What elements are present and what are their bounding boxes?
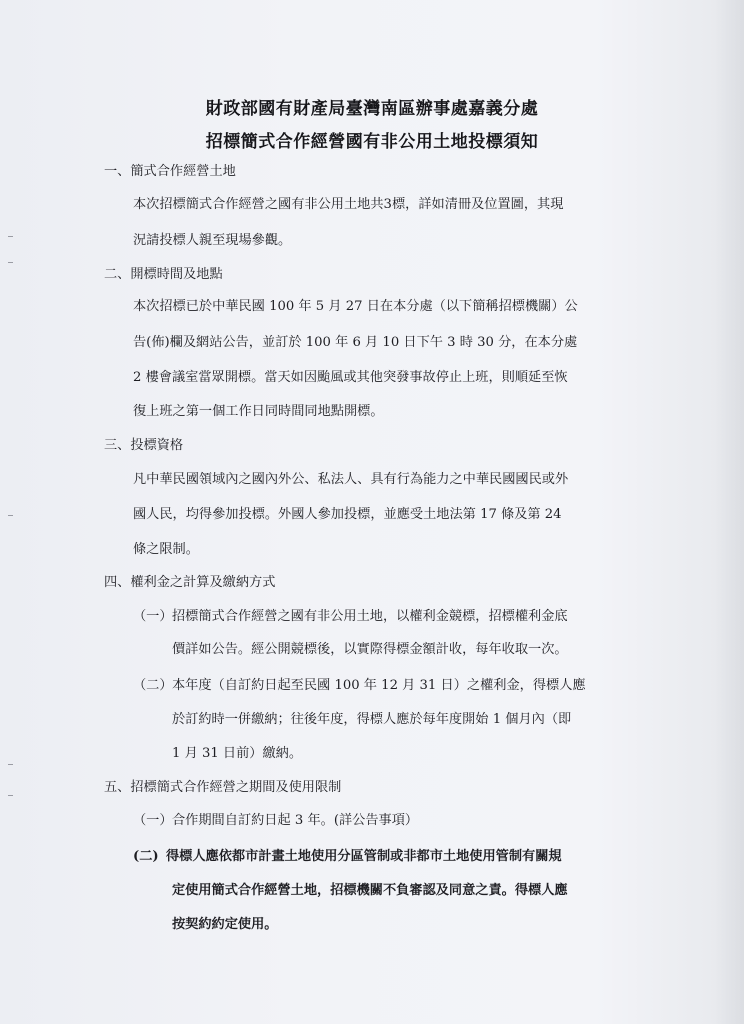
section-1-text: 況請投標人親至現場參觀。: [133, 233, 292, 248]
section-4-item-2-text: 本年度（自訂約日起至民國 100 年 12 月 31 日）之權利金，得標人應: [172, 678, 586, 693]
section-2-text: 告(佈)欄及網站公告，並訂於 100 年 6 月 10 日下午 3 時 30 分，在本分處: [133, 335, 578, 350]
margin-mark: [8, 236, 13, 237]
section-4-heading: 四、權利金之計算及繳納方式: [104, 575, 276, 590]
section-5-item-2-text: 定使用簡式合作經營土地，招標機關不負審認及同意之責。得標人應: [172, 883, 568, 898]
margin-mark: [8, 795, 13, 796]
section-3-heading: 三、投標資格: [104, 438, 184, 453]
section-5-item-2-text: 按契約約定使用。: [172, 917, 278, 932]
section-1-text: 本次招標簡式合作經營之國有非公用土地共3標，詳如清冊及位置圖，其現: [133, 197, 564, 212]
margin-mark: [8, 262, 13, 263]
section-2-text: 本次招標已於中華民國 100 年 5 月 27 日在本分處（以下簡稱招標機關）公: [133, 299, 578, 314]
section-4-item-1-text: 招標簡式合作經營之國有非公用土地，以權利金競標，招標權利金底: [172, 609, 568, 624]
section-3-text: 條之限制。: [133, 542, 199, 557]
section-5-item-1-text: 合作期間自訂約日起 3 年。(詳公告事項）: [172, 813, 419, 828]
section-3-text: 國人民，均得參加投標。外國人參加投標，並應受土地法第 17 條及第 24: [133, 507, 562, 522]
section-5-item-1-label: （一）: [133, 813, 173, 828]
section-4-item-1-label: （一）: [133, 609, 173, 624]
document-title-line2: 招標簡式合作經營國有非公用土地投標須知: [205, 132, 539, 152]
section-5-item-2-text: 得標人應依都市計畫土地使用分區管制或非都市土地使用管制有關規: [166, 849, 562, 864]
section-5-heading: 五、招標簡式合作經營之期間及使用限制: [104, 780, 342, 795]
section-4-item-2-text: 於訂約時一併繳納；往後年度，得標人應於每年度開始 1 個月內（即: [172, 712, 572, 727]
margin-mark: [8, 515, 13, 516]
section-1-heading: 一、簡式合作經營土地: [104, 164, 236, 179]
section-5-item-2-label: (二): [133, 849, 159, 864]
margin-mark: [8, 764, 13, 765]
section-4-item-2-label: （二）: [133, 678, 173, 693]
section-4-item-2-text: 1 月 31 日前）繳納。: [172, 746, 303, 761]
section-2-text: 復上班之第一個工作日同時間同地點開標。: [133, 404, 384, 419]
document-title-line1: 財政部國有財產局臺灣南區辦事處嘉義分處: [205, 99, 539, 119]
section-3-text: 凡中華民國領域內之國內外公、私法人、具有行為能力之中華民國國民或外: [133, 472, 569, 487]
section-2-text: 2 樓會議室當眾開標。當天如因颱風或其他突發事故停止上班，則順延至恢: [133, 370, 568, 385]
section-4-item-1-text: 價詳如公告。經公開競標後，以實際得標金額計收，每年收取一次。: [172, 642, 568, 657]
page-edge-shadow: [714, 0, 744, 1024]
section-2-heading: 二、開標時間及地點: [104, 267, 223, 282]
